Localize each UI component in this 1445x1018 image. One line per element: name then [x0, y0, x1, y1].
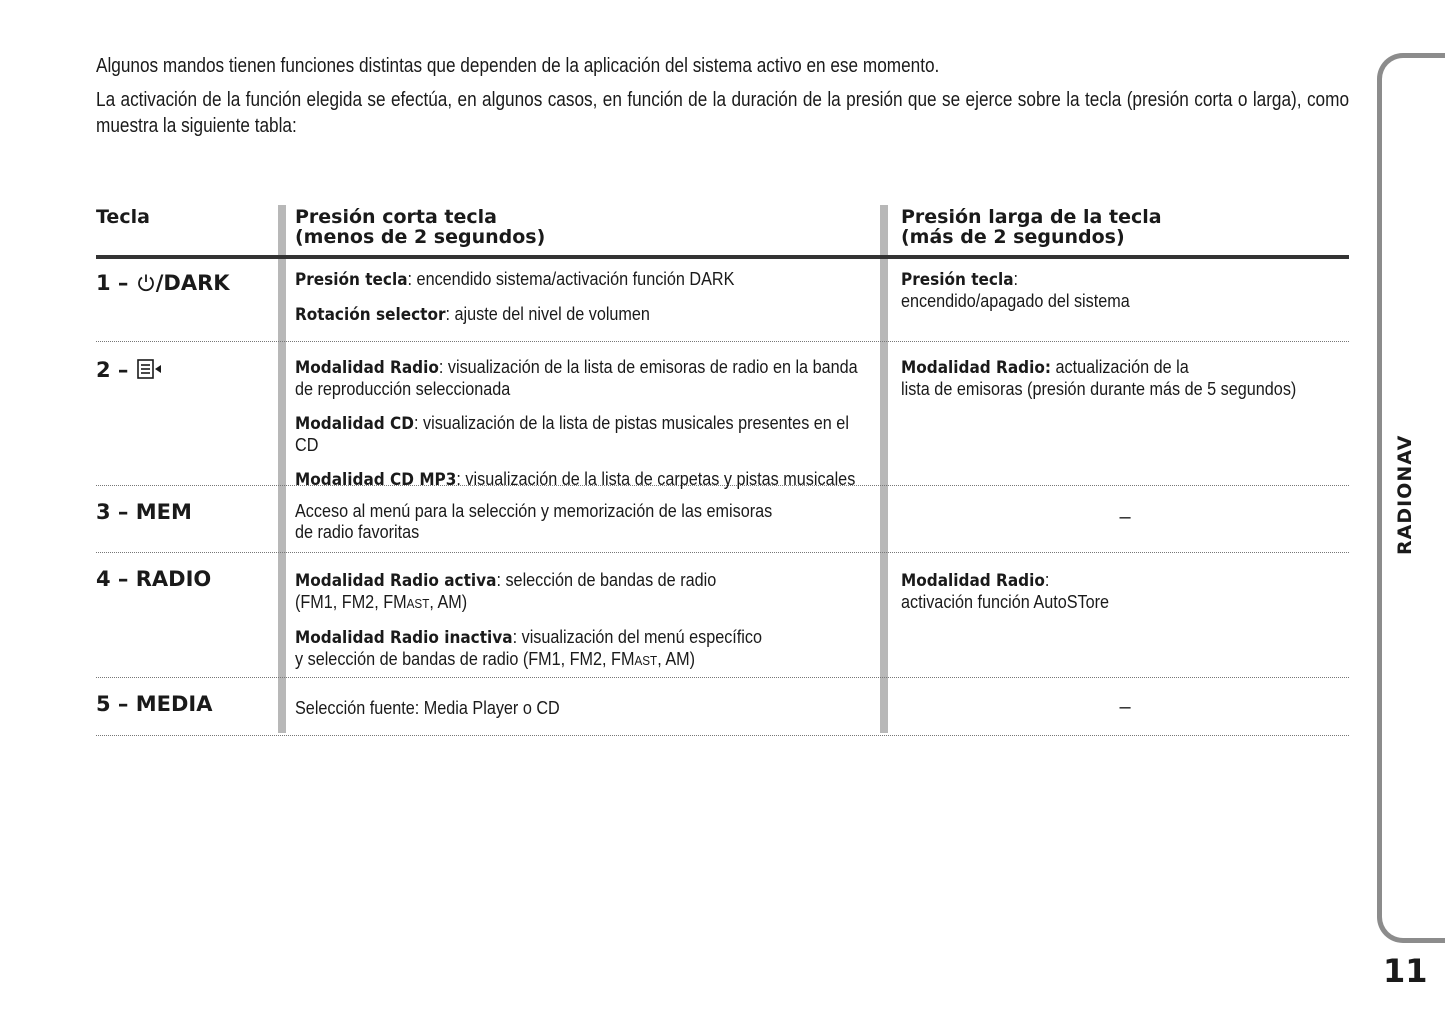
short-press-cell — [295, 570, 865, 684]
item-text-2: activación función AutoSTore — [901, 592, 1110, 612]
intro-text-2 — [96, 87, 1349, 139]
table-row — [96, 553, 1349, 678]
short-item — [295, 570, 864, 614]
item-bold: Rotación selector — [295, 305, 446, 325]
item-bold: Modalidad Radio activa — [295, 571, 497, 591]
item-text-sc: AST — [406, 596, 430, 611]
item-bold: Modalidad CD MP3 — [295, 470, 457, 490]
long-press-cell — [901, 357, 1341, 413]
item-text: actualización de la — [1050, 357, 1189, 377]
long-press-cell: – — [1119, 696, 1131, 718]
short-press-cell — [295, 269, 865, 339]
row-key: 4 – RADIO — [96, 567, 212, 591]
header-short-line2: (menos de 2 segundos) — [295, 226, 546, 248]
controls-table — [96, 200, 1349, 736]
short-line-1: Acceso al menú para la selección y memorización de las emisoras — [295, 501, 773, 521]
intro-paragraph-1: Algunos mandos tienen funciones distintas que dependen de la aplicación del sistema activo en ese momento. — [96, 55, 940, 77]
item-bold: Modalidad Radio — [901, 571, 1045, 591]
header-long-line1: Presión larga de la tecla — [901, 206, 1162, 228]
item-text: : visualización de la lista de carpetas y pistas musicales — [456, 469, 856, 489]
item-bold: Modalidad Radio inactiva — [295, 628, 513, 648]
table-row — [96, 486, 1349, 553]
power-icon — [136, 271, 156, 295]
station-list-icon — [136, 358, 164, 382]
item-bold: Presión tecla — [901, 270, 1014, 290]
short-item — [295, 413, 864, 456]
item-bold: Presión tecla — [295, 270, 408, 290]
header-key: Tecla — [96, 206, 150, 228]
item-text: : selección de bandas de radio — [496, 570, 717, 590]
item-bold: Modalidad Radio: — [901, 358, 1051, 378]
short-item — [295, 627, 864, 671]
table-row — [96, 259, 1349, 342]
item-text: : visualización de la lista de pistas musicales presentes en el CD — [295, 413, 849, 455]
row-key: 5 – MEDIA — [96, 692, 213, 716]
row-key — [96, 271, 230, 295]
short-item — [295, 357, 864, 400]
long-press-cell — [901, 570, 1341, 626]
item-text: : ajuste del nivel de volumen — [445, 304, 650, 324]
short-item — [295, 304, 864, 326]
header-short — [295, 207, 545, 247]
row-key-prefix: 1 – — [96, 271, 129, 295]
item-text-2b: , AM) — [657, 649, 696, 669]
short-item — [295, 269, 864, 291]
long-press-cell — [901, 269, 1341, 325]
item-bold: Modalidad Radio — [295, 358, 439, 378]
row-key — [96, 358, 164, 382]
item-text: : visualización del menú específico — [512, 627, 763, 647]
item-text-2: lista de emisoras (presión durante más de 5 segundos) — [901, 379, 1297, 399]
table-row — [96, 342, 1349, 490]
side-tab-label: RADIONAV — [1394, 434, 1416, 555]
short-press-cell: Selección fuente: Media Player o CD — [295, 698, 560, 718]
item-text-sc: AST — [634, 653, 658, 668]
item-bold: Modalidad CD — [295, 414, 414, 434]
table-row — [96, 678, 1349, 736]
item-text-2a: (FM1, FM2, FM — [295, 592, 407, 612]
short-line-2: de radio favoritas — [295, 522, 420, 542]
row-key-suffix: /DARK — [155, 271, 230, 295]
intro-paragraph-2: La activación de la función elegida se efectúa, en algunos casos, en función de la duración de la presión que se ejerce sobre la tecla (presión corta o larga), como muestra la siguiente tabla: — [96, 89, 1350, 137]
item-text: : — [1044, 570, 1050, 590]
long-item — [901, 570, 1341, 613]
item-text-2b: , AM) — [429, 592, 468, 612]
row-key: 3 – MEM — [96, 500, 192, 524]
table-header — [96, 200, 1349, 259]
row-key-prefix: 2 – — [96, 358, 129, 382]
long-press-cell: – — [1119, 506, 1131, 528]
short-press-cell — [295, 357, 865, 504]
item-text: : encendido sistema/activación función DARK — [407, 269, 735, 289]
header-long-line2: (más de 2 segundos) — [901, 226, 1125, 248]
item-text-2: encendido/apagado del sistema — [901, 291, 1130, 311]
page-number: 11 — [1383, 952, 1428, 990]
long-item — [901, 357, 1341, 400]
header-short-line1: Presión corta tecla — [295, 206, 497, 228]
header-long — [901, 207, 1162, 247]
item-text: : visualización de la lista de emisoras de radio en la banda de reproducción seleccionada — [295, 357, 858, 399]
long-item — [901, 269, 1341, 312]
item-text-2a: y selección de bandas de radio (FM1, FM2, FM — [295, 649, 635, 669]
item-text: : — [1013, 269, 1019, 289]
